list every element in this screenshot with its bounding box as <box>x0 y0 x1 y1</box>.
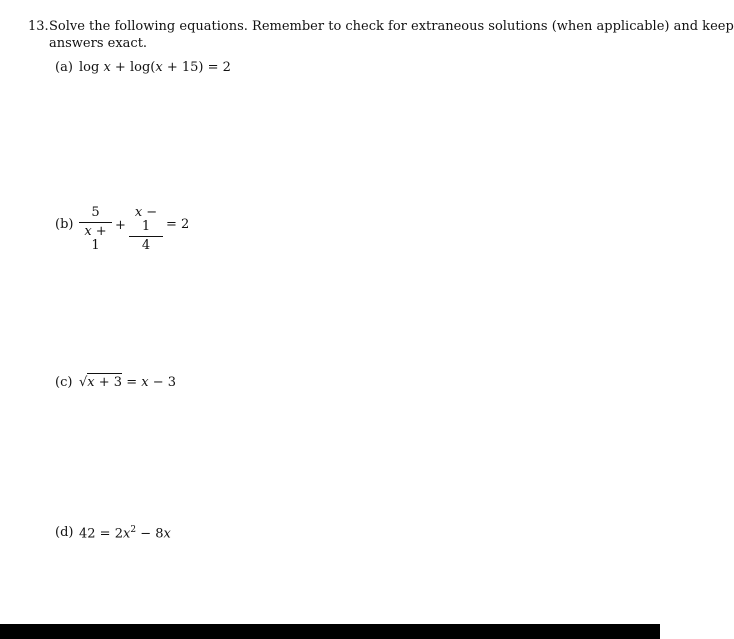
part-b-fraction-2-denominator: 4 <box>141 238 151 253</box>
part-d-mid: − 8 <box>136 526 164 542</box>
part-c-equation <box>79 375 176 390</box>
part-b-fraction-1-numerator: 5 <box>91 205 100 220</box>
part-c-rhs-var: x <box>141 375 149 390</box>
instructions-line-1: Solve the following equations. Remember to check for extraneous solutions (when applicable) and keep <box>49 19 734 34</box>
instructions-line-2: answers exact. <box>49 36 148 51</box>
part-b-fraction-1-denominator <box>79 225 112 253</box>
part-d-var-1: x <box>122 526 131 542</box>
part-b-fraction-1-den-var: x <box>84 224 92 239</box>
part-d-equation <box>79 525 171 541</box>
part-d-label: (d) <box>55 525 74 540</box>
part-c-radicand <box>87 373 122 390</box>
problem-number: 13. <box>28 19 49 34</box>
part-b-label: (b) <box>55 217 74 232</box>
part-a-mid: + log( <box>110 60 156 75</box>
part-c-equals: = <box>122 375 142 390</box>
part-b-rhs: = 2 <box>166 217 190 232</box>
radical-sign: √ <box>79 375 88 390</box>
part-c-label: (c) <box>55 375 73 390</box>
part-b-fraction-1 <box>79 206 112 253</box>
part-a-log: log <box>79 60 100 75</box>
part-a-var-2: x <box>155 60 163 75</box>
part-c-rad-rest: + 3 <box>94 375 123 390</box>
part-c-rad-var: x <box>87 375 95 390</box>
part-d-var-2: x <box>163 526 171 542</box>
part-a-label: (a) <box>55 60 73 75</box>
part-b-plus: + <box>115 218 126 233</box>
part-d-lhs: 42 = 2 <box>79 526 123 542</box>
part-d-exponent: 2 <box>130 525 137 535</box>
part-a-equation <box>79 60 231 75</box>
fraction-bar <box>79 222 112 223</box>
part-a-rhs: + 15) = 2 <box>162 60 231 75</box>
part-c-rhs-rest: − 3 <box>148 375 177 390</box>
part-a-var-1: x <box>103 60 111 75</box>
part-b-fraction-1-den-rest: + 1 <box>91 224 107 253</box>
part-b-fraction-2-numerator <box>129 206 163 234</box>
bottom-black-bar <box>0 624 660 639</box>
part-b-fraction-2 <box>129 206 163 253</box>
part-b-fraction-2-num-rest: − 1 <box>141 205 158 234</box>
fraction-bar <box>129 236 163 237</box>
part-b-fraction-2-num-var: x <box>134 205 143 220</box>
